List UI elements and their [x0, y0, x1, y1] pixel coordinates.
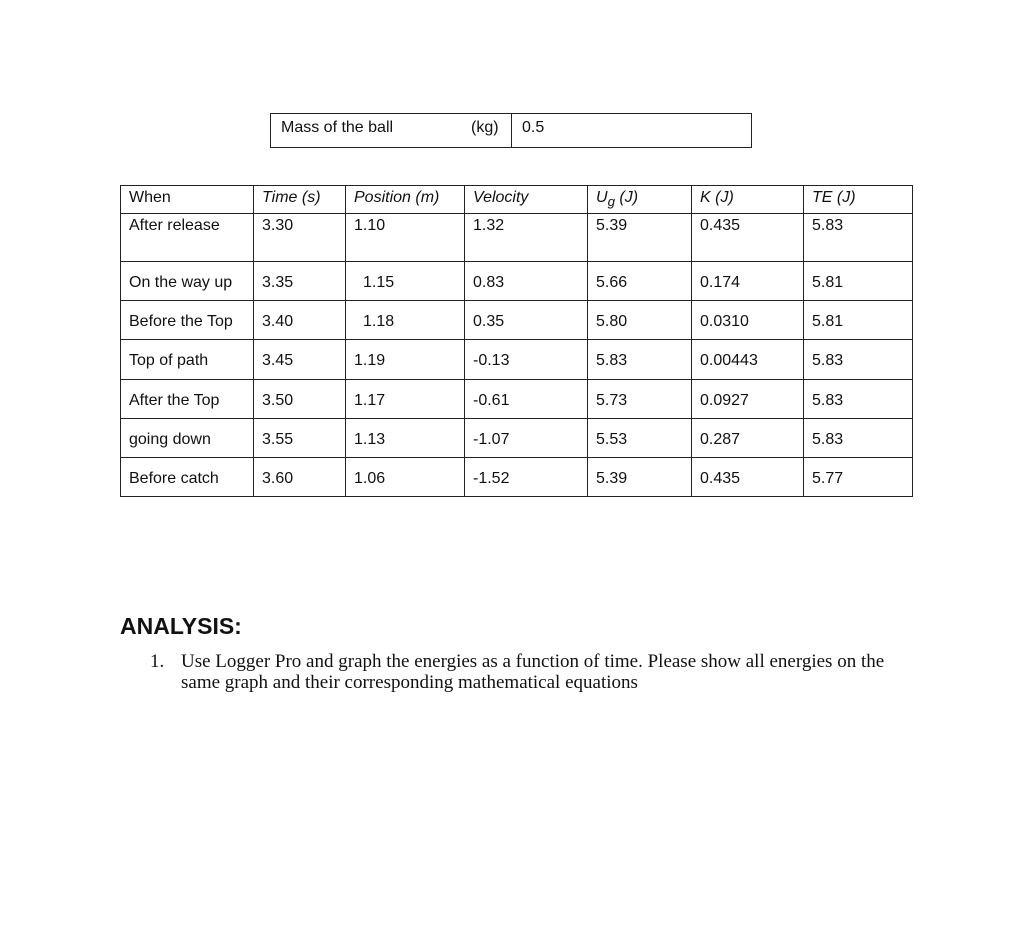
cell-position: 1.15: [346, 262, 465, 301]
cell-k: 0.0927: [692, 380, 804, 419]
cell-te: 5.83: [804, 380, 913, 419]
cell-position: 1.19: [346, 340, 465, 380]
cell-when: After release: [121, 214, 254, 262]
cell-when: Top of path: [121, 340, 254, 380]
cell-time: 3.60: [254, 458, 346, 497]
cell-te: 5.83: [804, 340, 913, 380]
table-row: [121, 340, 913, 380]
cell-velocity: -0.61: [465, 380, 588, 419]
mass-label: Mass of the ball: [281, 119, 394, 136]
cell-when: On the way up: [121, 262, 254, 301]
analysis-list: [150, 651, 910, 693]
cell-ug: 5.53: [588, 419, 692, 458]
cell-te: 5.83: [804, 419, 913, 458]
cell-velocity: -1.52: [465, 458, 588, 497]
cell-when: Before the Top: [121, 301, 254, 340]
cell-position: 1.06: [346, 458, 465, 497]
header-when: When: [121, 186, 254, 214]
cell-k: 0.435: [692, 458, 804, 497]
energy-data-table: [120, 185, 913, 497]
cell-te: 5.81: [804, 262, 913, 301]
cell-te: 5.81: [804, 301, 913, 340]
cell-ug: 5.73: [588, 380, 692, 419]
cell-position: 1.17: [346, 380, 465, 419]
cell-ug: 5.39: [588, 214, 692, 262]
cell-time: 3.30: [254, 214, 346, 262]
table-row: [121, 262, 913, 301]
cell-k: 0.174: [692, 262, 804, 301]
cell-velocity: -0.13: [465, 340, 588, 380]
cell-velocity: -1.07: [465, 419, 588, 458]
cell-te: 5.77: [804, 458, 913, 497]
header-ug-main: U: [596, 189, 608, 206]
table-row: [121, 458, 913, 497]
cell-velocity: 0.83: [465, 262, 588, 301]
table-row: [121, 419, 913, 458]
cell-time: 3.55: [254, 419, 346, 458]
cell-time: 3.40: [254, 301, 346, 340]
cell-k: 0.00443: [692, 340, 804, 380]
cell-k: 0.287: [692, 419, 804, 458]
cell-velocity: 1.32: [465, 214, 588, 262]
cell-k: 0.0310: [692, 301, 804, 340]
analysis-item: [150, 651, 910, 693]
analysis-item-text: Use Logger Pro and graph the energies as a function of time. Please show all energies on the same graph and their corresponding mathematical equations: [181, 651, 885, 693]
table-header-row: [121, 186, 913, 214]
analysis-item-number: 1.: [150, 651, 165, 672]
mass-table: [270, 113, 752, 148]
header-ug-sub: g: [607, 194, 615, 210]
cell-velocity: 0.35: [465, 301, 588, 340]
cell-ug: 5.80: [588, 301, 692, 340]
cell-time: 3.50: [254, 380, 346, 419]
cell-k: 0.435: [692, 214, 804, 262]
cell-te: 5.83: [804, 214, 913, 262]
cell-time: 3.35: [254, 262, 346, 301]
header-time: Time (s): [254, 186, 346, 214]
cell-ug: 5.39: [588, 458, 692, 497]
cell-when: Before catch: [121, 458, 254, 497]
cell-position: 1.10: [346, 214, 465, 262]
mass-unit: (kg): [471, 119, 499, 136]
cell-position: 1.18: [346, 301, 465, 340]
table-row: [121, 380, 913, 419]
mass-label-cell: [271, 114, 512, 147]
header-ug: [588, 186, 692, 214]
header-te: TE (J): [804, 186, 913, 214]
analysis-heading: ANALYSIS:: [120, 613, 242, 639]
cell-when: After the Top: [121, 380, 254, 419]
cell-when: going down: [121, 419, 254, 458]
header-position: Position (m): [346, 186, 465, 214]
cell-ug: 5.66: [588, 262, 692, 301]
cell-time: 3.45: [254, 340, 346, 380]
table-row: [121, 301, 913, 340]
mass-value: 0.5: [522, 119, 545, 136]
cell-position: 1.13: [346, 419, 465, 458]
header-velocity: Velocity: [465, 186, 588, 214]
header-k: K (J): [692, 186, 804, 214]
table-row: [121, 214, 913, 262]
cell-ug: 5.83: [588, 340, 692, 380]
header-ug-unit: (J): [614, 189, 639, 206]
